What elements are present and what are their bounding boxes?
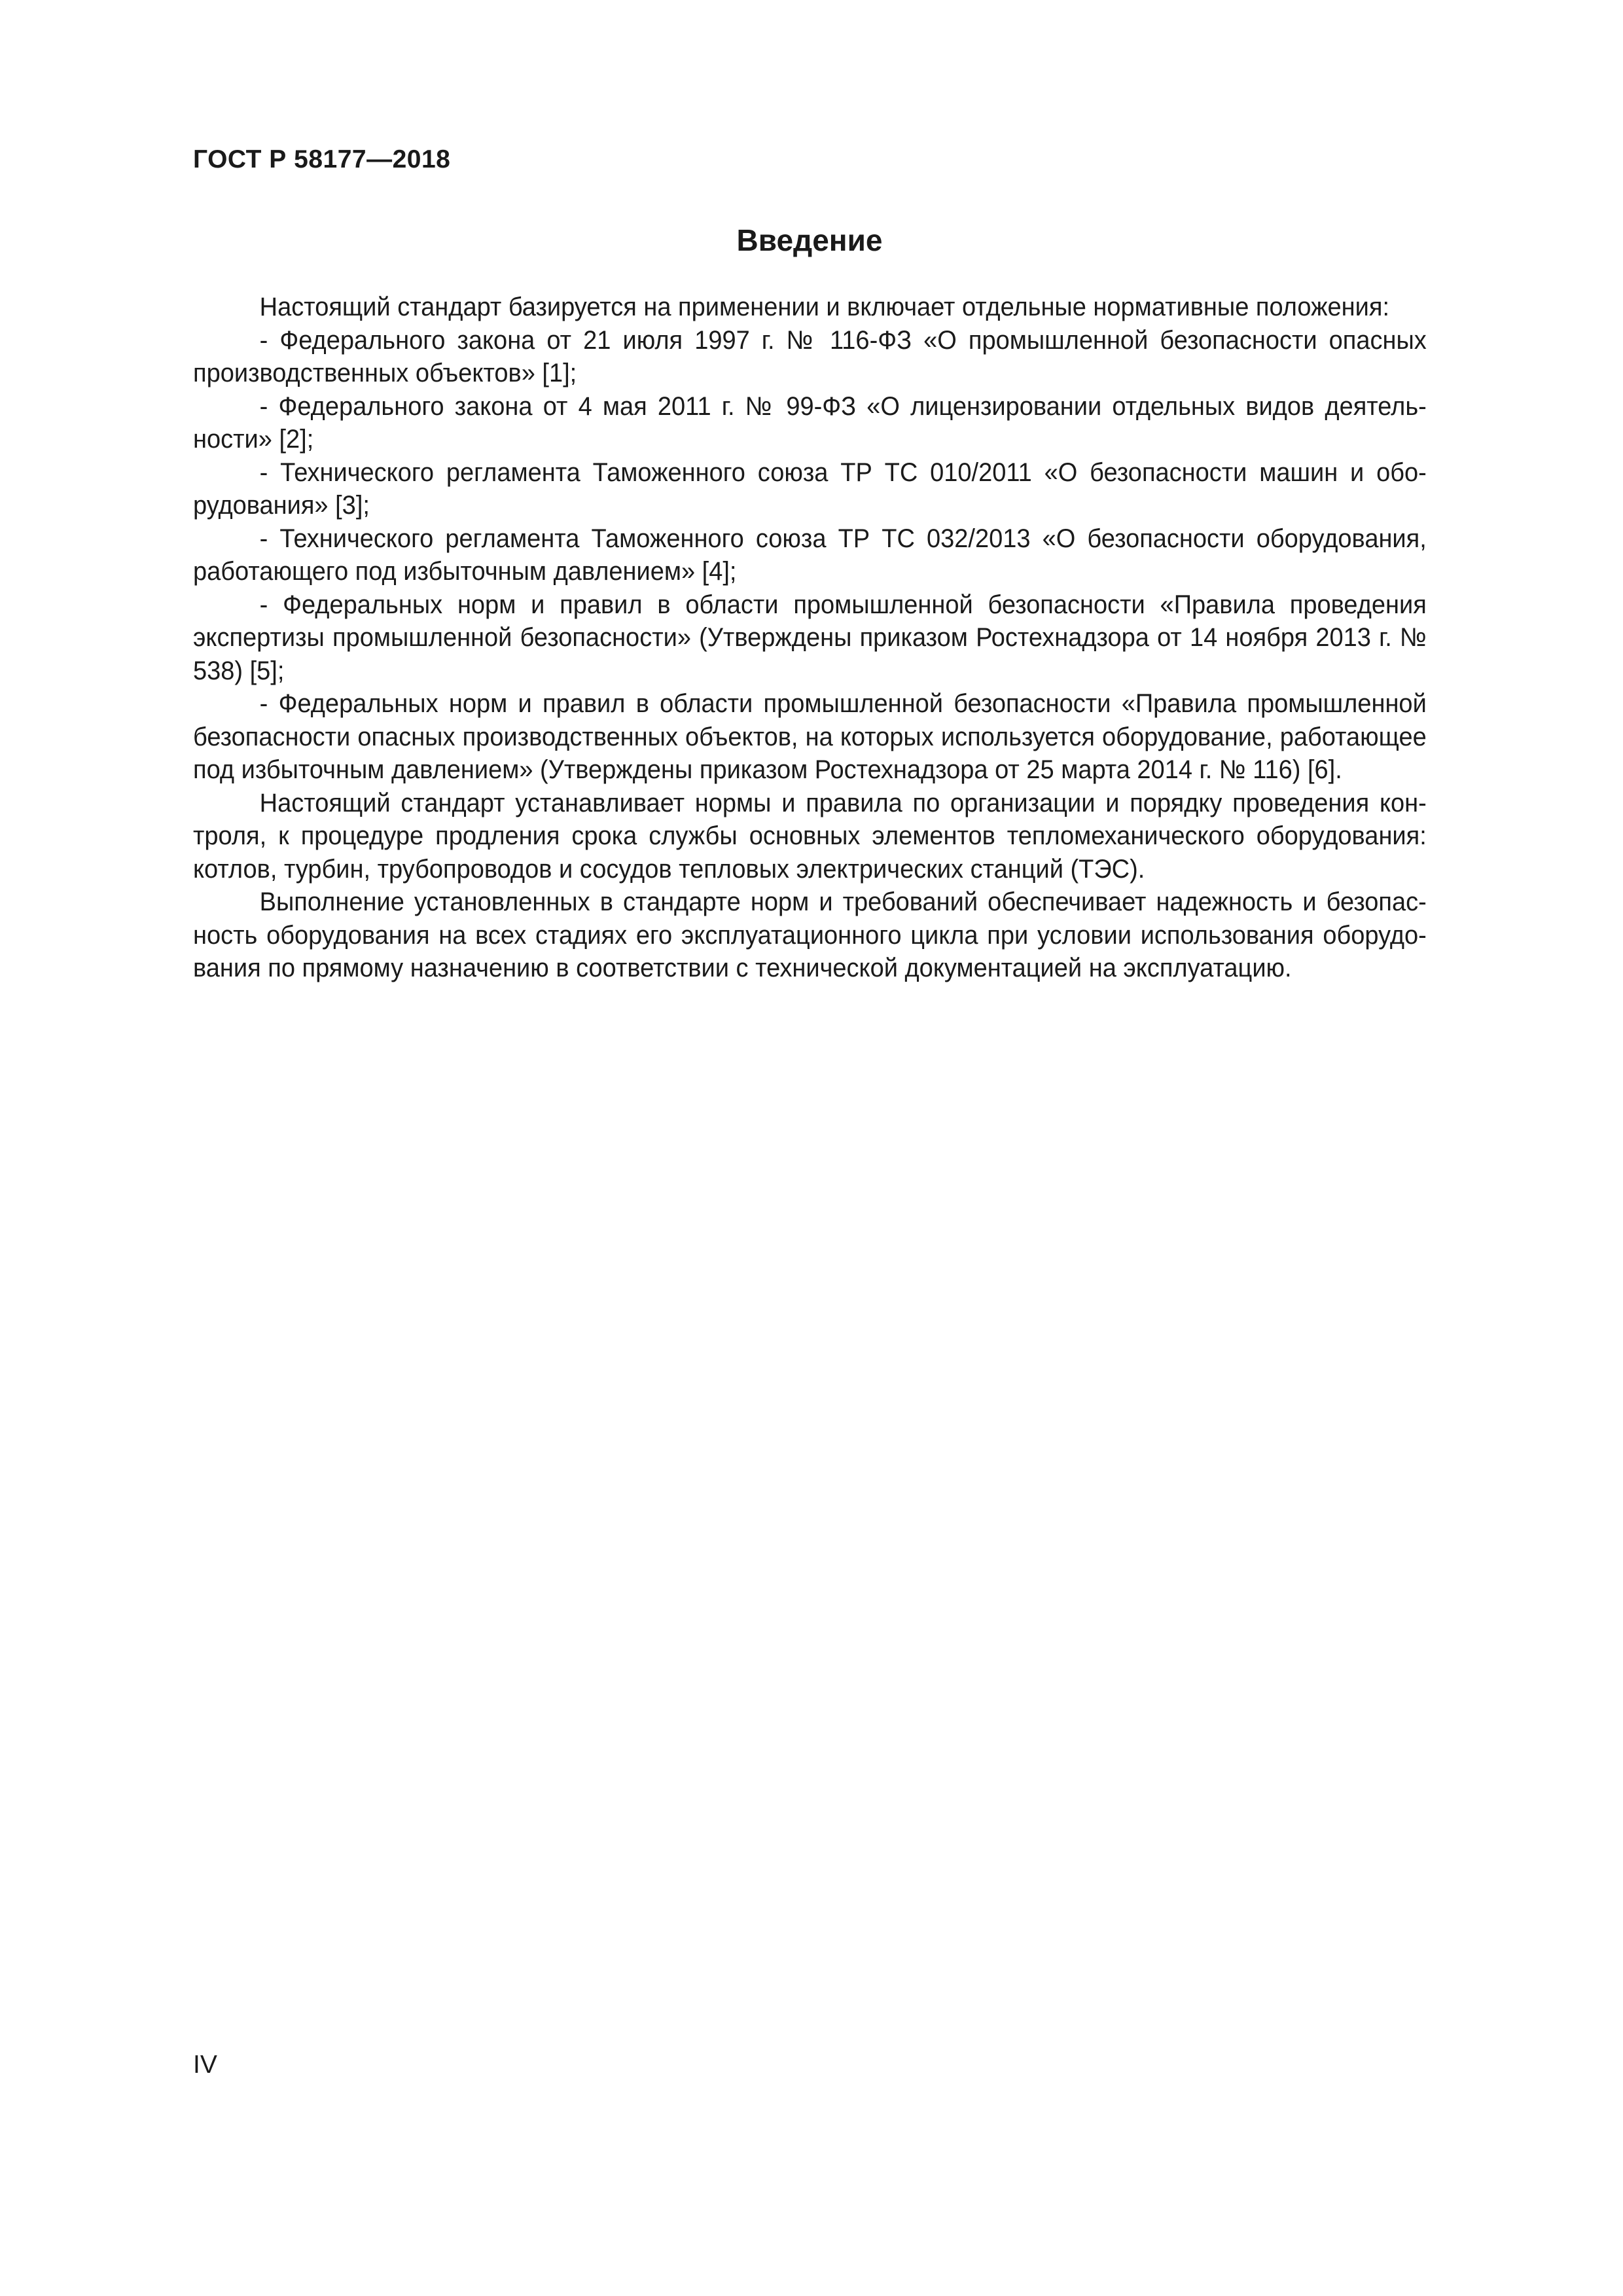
paragraph-intro: Настоящий стандарт базируется на применении и включает отдельные нормативные положения:: [259, 293, 1390, 321]
body-text: [193, 291, 1427, 985]
paragraph-list-item: - Федеральных норм и правил в области промышленной безопасности «Правила промышленной безопасности опасных производственных объектов, на которых используется оборудование, работающее под избыточным давлением» (Утверждены приказом Ростехнадзора от 25 марта 2014 г. № 116) [6].: [193, 689, 1427, 784]
paragraph-list-item: - Федерального закона от 21 июля 1997 г. № 116-ФЗ «О промышленной безопасности опасных производственных объектов» [1];: [193, 325, 1427, 387]
paragraph-list-item: - Федерального закона от 4 мая 2011 г. № 99-ФЗ «О лицензировании отдельных видов деятельности» [2];: [193, 391, 1427, 454]
paragraph-list-item: - Федеральных норм и правил в области промышленной безопасности «Правила проведения экспертизы промышленной безопасности» (Утверждены приказом Ростехнадзора от 14 ноября 2013 г. № 538) [5];: [193, 590, 1427, 685]
section-title: Введение: [736, 223, 883, 257]
document-header: ГОСТ Р 58177—2018: [193, 145, 451, 173]
paragraph-scope: Настоящий стандарт устанавливает нормы и правила по организации и порядку проведения контроля, к процедуре продления срока службы основных элементов тепломеханического оборудования: котлов, турбин, трубопроводов и сосудов тепловых электрических станций (ТЭС).: [193, 788, 1427, 884]
paragraph-list-item: - Технического регламента Таможенного союза ТР ТС 032/2013 «О безопасности оборудования, работающего под избыточным давлением» [4];: [193, 524, 1427, 586]
paragraph-reliability: Выполнение установленных в стандарте норм и требований обеспечивает надежность и безопасность оборудования на всех стадиях его эксплуатационного цикла при условии использования оборудования по прямому назначению в соответствии с технической документацией на эксплуатацию.: [193, 888, 1427, 982]
page-number: IV: [193, 2051, 217, 2079]
paragraph-list-item: - Технического регламента Таможенного союза ТР ТС 010/2011 «О безопасности машин и оборудования» [3];: [193, 457, 1427, 520]
